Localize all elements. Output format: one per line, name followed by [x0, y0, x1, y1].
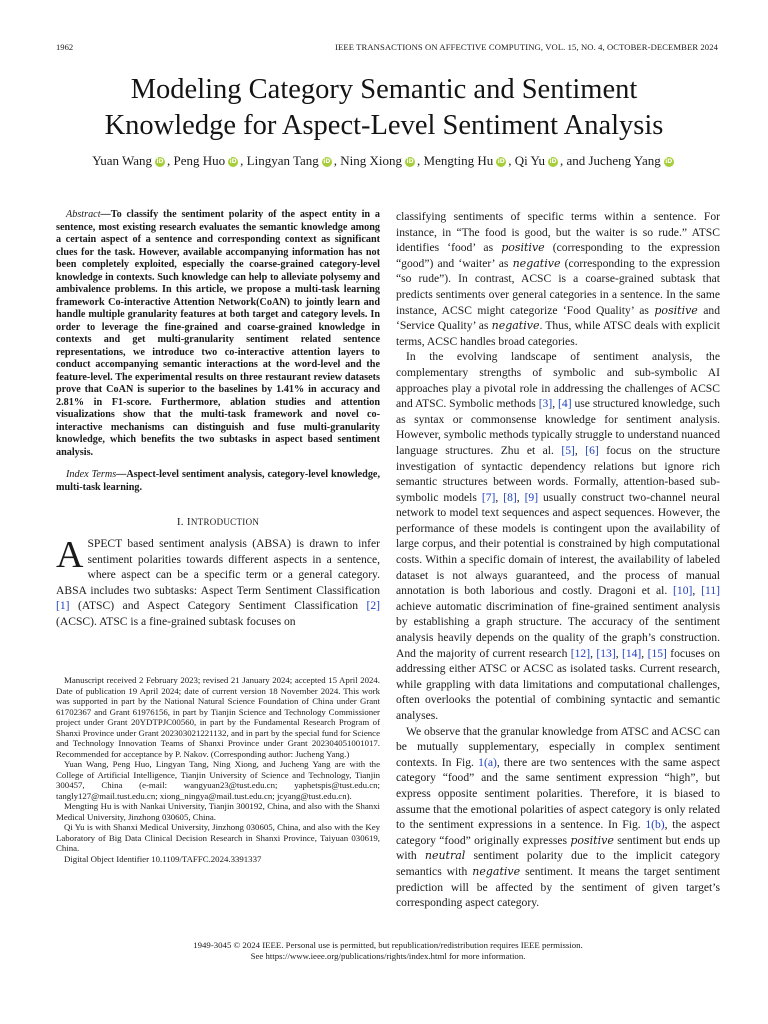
citation-link[interactable]: [15] — [647, 646, 667, 660]
math-term: positive — [654, 303, 698, 317]
math-term: negative — [472, 864, 521, 878]
right-column — [396, 209, 720, 911]
math-term: positive — [501, 241, 545, 255]
index-terms-label: Index Terms — [66, 469, 117, 480]
body-text: sentiment but ends up with — [396, 833, 720, 863]
author-separator: , — [240, 153, 247, 168]
copyright-footer — [56, 940, 720, 962]
body-text: classifying sentiments of specific terms within a sentence. For instance, in “The food is good, but the waiter is so rude.” ATSC identifies ‘food’ as — [396, 210, 720, 255]
body-text: sentiment polarity due to the implicit category semantics with — [396, 849, 721, 878]
author-name[interactable]: Ning Xiong — [340, 153, 403, 168]
orcid-icon[interactable]: iD — [406, 158, 414, 165]
author-name[interactable]: Peng Huo — [173, 153, 226, 168]
paper-title — [40, 72, 728, 144]
footnote-affiliation: Qi Yu is with Shanxi Medical University, Jinzhong 030605, China, and also with the Key Laboratory of Big Data Clinical Decision Research in Shanxi Province, Taiyuan 030619, China. — [56, 822, 380, 853]
copyright-line: 1949-3045 © 2024 IEEE. Personal use is permitted, but republication/redistribution requires IEEE permission. — [193, 940, 583, 950]
body-text: achieve automatic discrimination of fine-grained sentiment analysis by establishing a graph structure. The accuracy of the sentiment analysis heavily depends on the quality of the graph’s construction. And the majority of current research — [396, 599, 720, 660]
body-text: and ‘Service Quality’ as — [396, 303, 720, 333]
body-text: , — [615, 646, 622, 660]
math-term: neutral — [424, 849, 466, 863]
orcid-icon[interactable]: iD — [497, 158, 505, 165]
body-text: , — [692, 584, 702, 598]
body-text: use structured knowledge, such as syntax or commonsense knowledge for sentiment analysis. However, symbolic methods typically struggle to understand nuanced language structures. Zhu et al. — [396, 397, 720, 457]
section-title-rest: NTRODUCTION — [190, 517, 260, 527]
figure-link[interactable]: 1(b) — [645, 818, 665, 832]
citation-link[interactable]: [14] — [621, 646, 642, 660]
drop-cap: A — [56, 534, 84, 576]
body-text: , the aspect category “food” originally expresses — [396, 818, 721, 847]
body-paragraph — [396, 724, 720, 911]
body-text: , — [641, 646, 648, 660]
author-separator: , — [167, 153, 174, 168]
orcid-icon[interactable]: iD — [323, 158, 331, 165]
left-column — [56, 209, 380, 630]
body-text: , — [552, 397, 559, 411]
citation-link[interactable]: [13] — [596, 646, 616, 660]
body-text: focus on the structure investigation of syntactic dependency relations but ignore rich semantic structures between words. Formally, attention-based sub-symbolic models — [396, 443, 721, 504]
author-name[interactable]: Jucheng Yang — [588, 153, 661, 168]
orcid-icon[interactable]: iD — [665, 158, 673, 165]
section-title-first: I — [186, 516, 191, 528]
author-name[interactable]: Lingyan Tang — [246, 153, 319, 168]
math-term: negative — [491, 319, 540, 333]
abstract — [56, 209, 380, 459]
body-text: (corresponding to the expression “so rude”). In contrast, ACSC is a coarse-grained subtask that predicts sentiments over general categories in a sentence. In the same instance, ACSC might categorize ‘Food Quality’ as — [396, 256, 720, 317]
running-header — [56, 42, 718, 54]
citation-link[interactable]: [5] — [561, 443, 575, 457]
orcid-icon[interactable]: iD — [549, 158, 557, 165]
body-text: , — [495, 490, 504, 504]
orcid-icon[interactable]: iD — [156, 158, 164, 165]
author-name[interactable]: Qi Yu — [514, 153, 545, 168]
intro-text-mid: (ATSC) and Aspect Category Sentiment Classification — [69, 599, 367, 613]
journal-name: IEEE TRANSACTIONS ON AFFECTIVE COMPUTING, VOL. 15, NO. 4, OCTOBER-DECEMBER 2024 — [335, 42, 718, 52]
citation-link[interactable]: [2] — [366, 599, 380, 613]
intro-text-end: (ACSC). ATSC is a fine-grained subtask focuses on — [56, 614, 296, 628]
body-paragraph — [396, 209, 720, 349]
author-list — [40, 152, 728, 170]
citation-link[interactable]: [11] — [701, 584, 720, 598]
footnote-manuscript: Manuscript received 2 February 2023; revised 21 January 2024; accepted 15 April 2024. Date of publication 19 April 2024; date of current version 18 November 2024. This work was supported in part by the National Natural Science Foundation of China under Grant 61702367 and Grant 61976156, in part by Tianjin Science and Technology Commissioner project under Grant 20YDTPJC00560, in part by the Fundamental Research Program of Shanxi Province under Grant 202303021221132, and in part by the special fund for Science and Technology Innovation Teams of Shanxi Province under Grant 202304051001017. Recommended for acceptance by P. Nakov. (Corresponding author: Jucheng Yang.) — [56, 675, 380, 759]
citation-link[interactable]: [3] — [538, 397, 553, 411]
body-text: , — [516, 490, 525, 504]
orcid-icon[interactable]: iD — [229, 158, 237, 165]
citation-link[interactable]: [7] — [481, 490, 496, 504]
intro-text-lead: SPECT based sentiment analysis (ABSA) is drawn to infer sentiment polarities towards different aspects in a sentence, where aspect can be a specific term or a general category. ABSA includes two subtasks: Aspect Term Sentiment Classification — [56, 537, 380, 597]
index-terms — [56, 469, 380, 494]
citation-link[interactable]: [6] — [585, 443, 599, 457]
author-name[interactable]: Mengting Hu — [423, 153, 494, 168]
index-terms-text: —Aspect-level sentiment analysis, category-level knowledge, multi-task learning. — [56, 469, 380, 493]
citation-link[interactable]: [9] — [524, 490, 539, 504]
body-text: , there are two sentences with the same aspect category “food” and the same sentiment expression “high”, but express opposite sentiment polarities. Therefore, it is biased to assume that the emotional polarities of aspect category is only related to the sentiment expressions in a sentence. In Fig. — [396, 755, 720, 832]
abstract-label: Abstract — [66, 209, 101, 220]
figure-link[interactable]: 1(a) — [478, 755, 497, 769]
footnote-affiliation: Yuan Wang, Peng Huo, Lingyan Tang, Ning Xiong, and Jucheng Yang are with the College of Artificial Intelligence, Tianjin University of Science and Technology, Tianjin 300457, China (e-mail: wangyuan23@tust.edu.cn; yaphetspis@tust.edu.cn; tangly127@mail.tust.edu.cn; xiong_ningya@mail.tust.edu.cn; jcyang@tust.edu.cn). — [56, 759, 380, 801]
citation-link[interactable]: [8] — [503, 490, 517, 504]
page-number: 1962 — [56, 42, 74, 52]
footnote-block — [56, 675, 380, 864]
body-text: focuses on addressing either ATSC or ACSC as isolated tasks. Current research, while grappling with data limitations and computational challenges, often overlooks the potential of combining syntactic and semantic analyses. — [396, 646, 721, 722]
body-text: . Thus, while ATSC deals with explicit terms, ACSC handles broad categories. — [396, 319, 720, 348]
abstract-text: —To classify the sentiment polarity of the aspect entity in a sentence, most existing research evaluates the semantic knowledge among a certain aspect of a sentence and corresponding context as significant clues for the task. However, available accompanying information has not been completely exploited, especially the coarse-grained category-level knowledge in contexts. Such knowledge can help to alleviate polysemy and ambivalence problems. In this article, we propose a multi-task learning framework Co-interactive Attention Network(CoAN) to jointly learn and handle multiple granularity features at both target and category levels. In order to leverage the fine-grained and coarse-grained knowledge in contexts and get multi-granularity sentiment related sentence representations, we introduce two co-interactive attention layers to conduct accompanying semantic interactions at the word-level and the feature-level. The experimental results on three restaurant review datasets prove that CoAN is superior to the baselines by 1.41% in accuracy and 2.81% in F1-score. Furthermore, ablation studies and attention visualizations show that the multi-task framework and novel co-interactive mechanisms can distinguish and fuse multi-granularity knowledge, which benefits the two subtasks in aspect based sentiment analysis. — [56, 209, 380, 458]
author-separator: , — [417, 153, 424, 168]
body-text: usually construct two-channel neural network to model text sequences and aspect sequences. However, the performance of these models is contingent upon the availability of large corpus, and their potential is constrained by high computational costs. Within a specific domain of interest, the availability of labeled dataset is not always guaranteed, and the process of manual annotation is both laborious and costly. Dragoni et al. — [396, 490, 721, 598]
body-text: In the evolving landscape of sentiment analysis, the complementary strengths of symbolic and sub-symbolic AI approaches play a pivotal role in addressing the challenges of ACSC and ATSC. Symbolic methods — [396, 350, 720, 411]
math-term: positive — [570, 833, 614, 847]
citation-link[interactable]: [12] — [570, 646, 591, 660]
footnote-doi: Digital Object Identifier 10.1109/TAFFC.2024.3391337 — [64, 853, 262, 864]
title-line-1: Modeling Category Semantic and Sentiment — [130, 74, 638, 105]
citation-link[interactable]: [10] — [673, 584, 693, 598]
author-separator: , and — [559, 153, 589, 168]
citation-link[interactable]: [1] — [56, 599, 70, 613]
title-line-2: Knowledge for Aspect-Level Sentiment Analysis — [104, 110, 664, 141]
author-separator: , — [333, 153, 341, 168]
author-name[interactable]: Yuan Wang — [92, 153, 152, 168]
rights-link-line: See https://www.ieee.org/publications/rights/index.html for more information. — [250, 951, 526, 961]
section-numeral: I. — [176, 516, 184, 528]
body-text: , — [590, 646, 597, 660]
footnote-affiliation: Mengting Hu is with Nankai University, Tianjin 300192, China, and also with the Shanxi Medical University, Jinzhong 030605, China. — [56, 801, 380, 822]
body-text: (corresponding to the expression “good”) and ‘waiter’ as — [396, 241, 721, 270]
body-text: , — [574, 443, 586, 457]
body-paragraph — [396, 349, 720, 723]
math-term: negative — [512, 256, 561, 270]
citation-link[interactable]: [4] — [558, 397, 572, 411]
intro-paragraph — [56, 536, 380, 630]
author-separator: , — [508, 153, 515, 168]
body-text: We observe that the granular knowledge from ATSC and ACSC can be mutually supplementary, especially in complex sentiment contexts. In Fig. — [396, 724, 720, 769]
section-heading-introduction — [56, 516, 380, 528]
body-text: sentiment. It means the target sentiment prediction will be affected by the sentiment of given target’s corresponding aspect category. — [396, 864, 720, 910]
